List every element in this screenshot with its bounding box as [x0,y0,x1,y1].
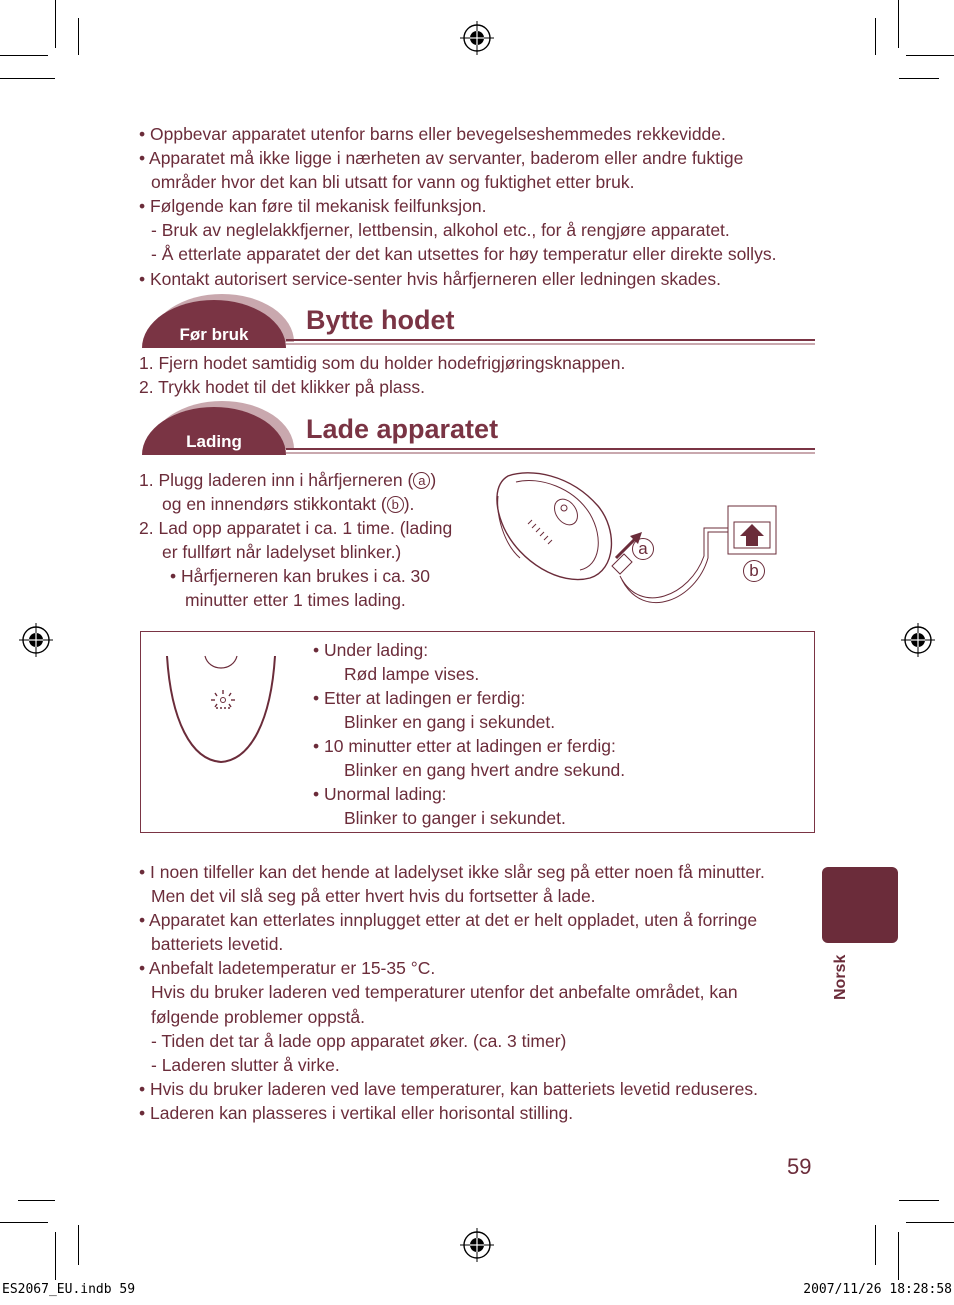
section-title-charge-device: Lade apparatet [306,414,499,444]
language-tab [822,867,898,943]
status-item: • 10 minutter etter at ladingen er ferdig: [313,736,616,756]
note-line: • I noen tilfeller kan det hende at ladelyset ikke slår seg på etter noen få minutter. [139,862,765,882]
note-line: • Apparatet kan etterlates innplugget etter at det er helt oppladet, uten å forringe [139,910,758,930]
bullet-line: • Oppbevar apparatet utenfor barns eller bevegelseshemmedes rekkevidde. [139,124,726,144]
charge-lamp-illustration [161,650,281,770]
note-line: følgende problemer oppstå. [151,1007,366,1027]
charging-status-box [140,631,815,833]
status-item: • Under lading: [313,640,429,660]
step-line: er fullført når ladelyset blinker.) [162,542,402,562]
marker-a-inline: a [413,472,430,489]
step-line: minutter etter 1 times lading. [185,590,406,610]
step-line: 1. Plugg laderen inn i hårfjerneren ( a ) [139,470,437,490]
status-detail: Blinker en gang i sekundet. [344,712,556,732]
status-detail: Blinker en gang hvert andre sekund. [344,760,626,780]
step-line: • Hårfjerneren kan brukes i ca. 30 [170,566,431,586]
status-item: • Etter at ladingen er ferdig: [313,688,526,708]
bullet-line: - Å etterlate apparatet der det kan utsettes for høy temperatur eller direkte sollys. [151,244,777,264]
footer-timestamp: 2007/11/26 18:28:58 [803,1282,952,1297]
marker-a-callout: a [632,538,654,560]
section-tab-before-use [142,300,286,348]
registration-mark-right [901,623,935,657]
section-tab-label: Lading [186,432,242,451]
registration-mark-bottom [460,1228,494,1262]
registration-mark-left [19,623,53,657]
section-rule-light [286,452,815,454]
status-item: • Unormal lading: [313,784,447,804]
note-line: batteriets levetid. [151,934,284,954]
bullet-line: områder hvor det kan bli utsatt for vann og fuktighet etter bruk. [151,172,635,192]
section-tab-charging [142,407,286,455]
note-line: • Laderen kan plasseres i vertikal eller horisontal stilling. [139,1103,574,1123]
bullet-line: • Apparatet må ikke ligge i nærheten av servanter, baderom eller andre fuktige [139,148,744,168]
note-line: - Laderen slutter å virke. [151,1055,340,1075]
step-line: 2. Lad opp apparatet i ca. 1 time. (lading [139,518,453,538]
section-rule [286,448,815,450]
section-title-replace-head: Bytte hodet [306,305,455,335]
bullet-line: - Bruk av neglelakkfjerner, lettbensin, alkohol etc., for å rengjøre apparatet. [151,220,730,240]
registration-mark-top [460,21,494,55]
marker-b-inline: b [387,496,404,513]
note-line: • Anbefalt ladetemperatur er 15-35 °C. [139,958,436,978]
step-line: 1. Fjern hodet samtidig som du holder hodefrigjøringsknappen. [139,353,626,373]
page-number: 59 [787,1154,812,1179]
section-tab-label: Før bruk [179,325,249,344]
bullet-line: • Kontakt autorisert service-senter hvis hårfjerneren eller ledningen skades. [139,269,721,289]
section-rule [286,339,815,341]
note-line: • Hvis du bruker laderen ved lave temperaturer, kan batteriets levetid reduseres. [139,1079,758,1099]
note-line: Men det vil slå seg på etter hvert hvis du fortsetter å lade. [151,886,596,906]
bullet-line: • Følgende kan føre til mekanisk feilfunksjon. [139,196,487,216]
step-line: og en innendørs stikkontakt ( b ). [162,494,415,514]
section-rule-light [286,343,815,345]
note-line: - Tiden det tar å lade opp apparatet øker. (ca. 3 timer) [151,1031,567,1051]
status-detail: Rød lampe vises. [344,664,480,684]
step-line: 2. Trykk hodet til det klikker på plass. [139,377,425,397]
note-line: Hvis du bruker laderen ved temperaturer utenfor det anbefalte området, kan [151,982,738,1002]
footer-file-info: ES2067_EU.indb 59 [2,1282,136,1297]
marker-b-callout: b [743,560,765,582]
status-detail: Blinker to ganger i sekundet. [344,808,566,828]
language-label: Norsk [832,954,849,1000]
